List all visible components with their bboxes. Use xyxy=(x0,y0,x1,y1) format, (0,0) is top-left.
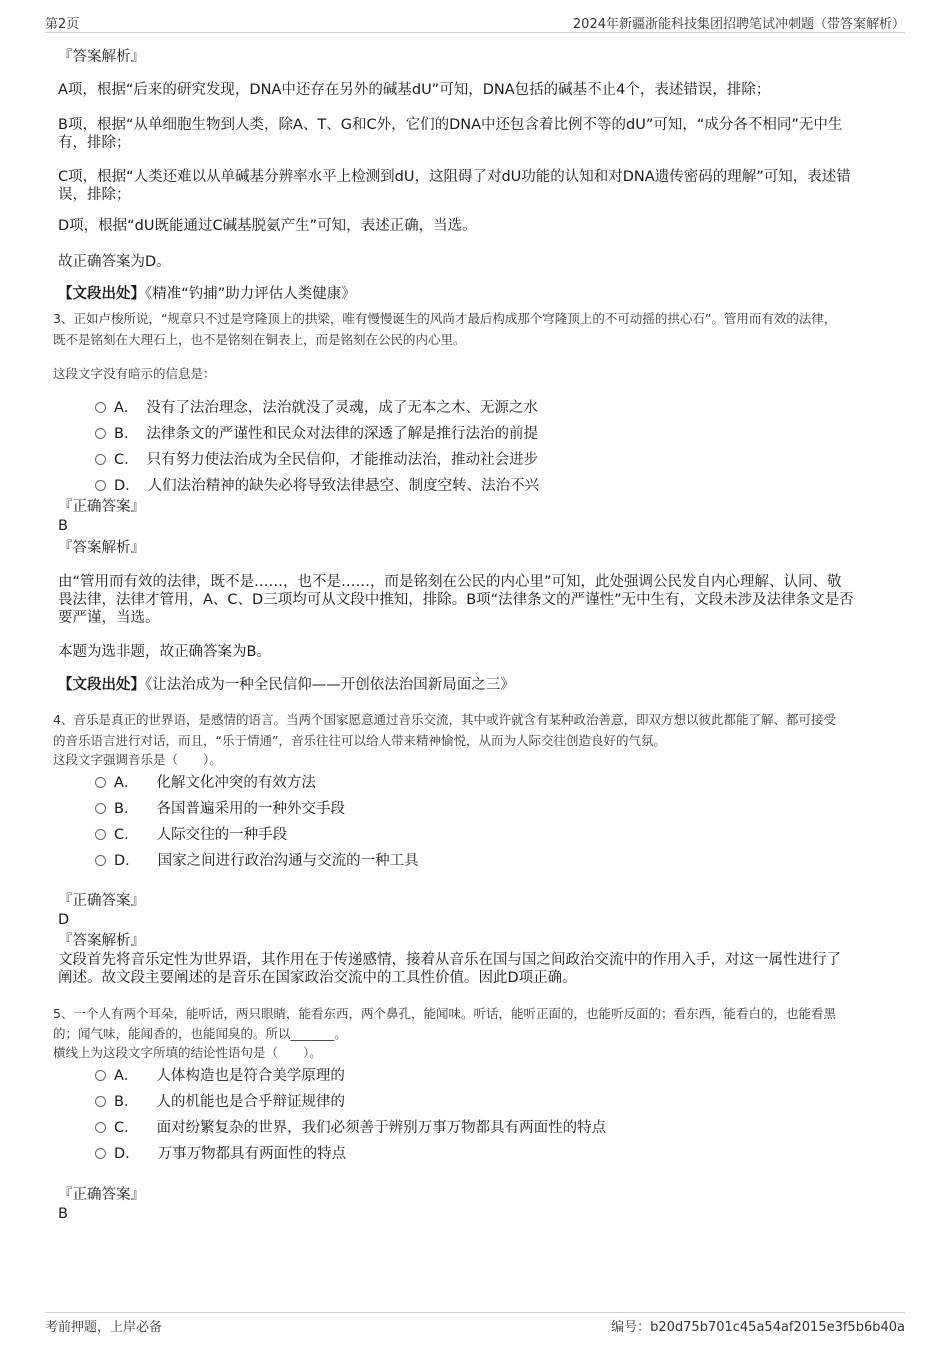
q3-analysis-label: 『答案解析』 xyxy=(58,540,145,556)
q5-option-c[interactable]: C． 面对纷繁复杂的世界，我们必须善于辨别万事万物都具有两面性的特点 xyxy=(95,1118,606,1138)
q4-stem-line1: 4、音乐是真正的世界语，是感情的语言。当两个国家愿意通过音乐交流，其中或许就含有某种政治善意，即双方想以彼此都能了解、都可接受 xyxy=(53,712,836,727)
q3-conclusion: 本题为选非题，故正确答案为B。 xyxy=(58,644,271,660)
q5-option-d[interactable]: D． 万事万物都具有两面性的特点 xyxy=(95,1144,346,1164)
q3-option-c[interactable]: C． 只有努力使法治成为全民信仰，才能推动法治，推动社会进步 xyxy=(95,450,538,470)
radio-icon[interactable] xyxy=(95,480,106,491)
q5-answer: B xyxy=(58,1206,68,1222)
q3-source-label: 【文段出处】 xyxy=(58,677,145,693)
q2-source-text: 《精准“钓捕”助力评估人类健康》 xyxy=(145,286,356,302)
radio-icon[interactable] xyxy=(95,777,106,788)
radio-icon[interactable] xyxy=(95,1096,106,1107)
radio-icon[interactable] xyxy=(95,1122,106,1133)
q5-answer-label: 『正确答案』 xyxy=(58,1187,145,1203)
q2-analysis-b-line2: 有，排除； xyxy=(58,135,131,151)
q3-option-d[interactable]: D． 人们法治精神的缺失必将导致法律悬空、制度空转、法治不兴 xyxy=(95,476,539,496)
q4-option-a[interactable]: A． 化解文化冲突的有效方法 xyxy=(95,773,316,793)
q3-analysis-line3: 要严谨，当选。 xyxy=(58,610,160,626)
q4-option-b[interactable]: B． 各国普遍采用的一种外交手段 xyxy=(95,799,345,819)
q2-analysis-c-line1: C项，根据“人类还难以从单碱基分辨率水平上检测到dU，这阻碍了对dU功能的认知和对DNA遗传密码的理解”可知，表述错 xyxy=(58,169,851,185)
q2-analysis-b-line1: B项，根据“从单细胞生物到人类，除A、T、G和C外，它们的DNA中还包含着比例不等的dU”可知，“成分各不相同”无中生 xyxy=(58,117,843,133)
q2-analysis-label: 『答案解析』 xyxy=(58,49,145,65)
radio-icon[interactable] xyxy=(95,1070,106,1081)
radio-icon[interactable] xyxy=(95,829,106,840)
q3-prompt: 这段文字没有暗示的信息是： xyxy=(53,366,216,381)
q4-answer: D xyxy=(58,912,70,928)
q3-source xyxy=(58,676,892,695)
q3-answer-label: 『正确答案』 xyxy=(58,499,145,515)
page-header xyxy=(45,8,905,33)
q5-option-a[interactable]: A． 人体构造也是符合美学原理的 xyxy=(95,1066,345,1086)
radio-icon[interactable] xyxy=(95,855,106,866)
radio-icon[interactable] xyxy=(95,454,106,465)
page-footer xyxy=(45,1312,905,1341)
q3-stem-line1: 3、正如卢梭所说，“规章只不过是穹隆顶上的拱梁，唯有慢慢诞生的风尚才最后构成那个穹隆顶上的不可动摇的拱心石”。管用而有效的法律， xyxy=(53,311,837,326)
q3-source-text: 《让法治成为一种全民信仰——开创依法治国新局面之三》 xyxy=(145,677,515,693)
q3-analysis-line2: 畏法律，法律才管用，A、C、D三项均可从文段中推知，排除。B项“法律条文的严谨性”无中生有，文段未涉及法律条文是否 xyxy=(58,592,854,608)
q2-analysis-d: D项，根据“dU既能通过C碱基脱氨产生”可知，表述正确，当选。 xyxy=(58,218,477,234)
code-value: b20d75b701c45a54af2015e3f5b6b40a xyxy=(650,1320,905,1335)
q2-analysis-a: A项，根据“后来的研究发现，DNA中还存在另外的碱基dU”可知，DNA包括的碱基不止4个，表述错误，排除； xyxy=(58,82,771,98)
q5-stem-line2: 的；闻气味，能闻香的，也能闻臭的。所以_______。 xyxy=(53,1026,347,1041)
q3-analysis-line1: 由“管用而有效的法律，既不是……，也不是……，而是铭刻在公民的内心里”可知，此处强调公民发自内心理解、认同、敬 xyxy=(58,574,842,590)
q4-stem-line3: 这段文字强调音乐是（ ）。 xyxy=(53,752,222,767)
q3-stem-line2: 既不是铭刻在大理石上，也不是铭刻在铜表上，而是铭刻在公民的内心里。 xyxy=(53,332,466,347)
code-label: 编号： xyxy=(611,1320,651,1335)
q5-option-b[interactable]: B． 人的机能也是合乎辩证规律的 xyxy=(95,1092,345,1112)
document-code xyxy=(611,1316,905,1335)
q4-answer-label: 『正确答案』 xyxy=(58,893,145,909)
q2-analysis-c-line2: 误，排除； xyxy=(58,187,131,203)
q4-analysis-line1: 文段首先将音乐定性为世界语，其作用在于传递感情，接着从音乐在国与国之间政治交流中的作用入手，对这一属性进行了 xyxy=(58,952,841,968)
q4-option-c[interactable]: C． 人际交往的一种手段 xyxy=(95,825,287,845)
radio-icon[interactable] xyxy=(95,1148,106,1159)
q3-option-a[interactable]: A． 没有了法治理念，法治就没了灵魂，成了无本之木、无源之水 xyxy=(95,398,538,418)
q3-answer: B xyxy=(58,518,68,534)
q4-stem-line2: 的音乐语言进行对话，而且，“乐于情通”，音乐往往可以给人带来精神愉悦，从而为人际交往创造良好的气氛。 xyxy=(53,733,666,748)
document-title: 2024年新疆浙能科技集团招聘笔试冲刺题（带答案解析） xyxy=(572,17,905,32)
q3-option-b[interactable]: B． 法律条文的严谨性和民众对法律的深透了解是推行法治的前提 xyxy=(95,424,538,444)
q2-source xyxy=(58,285,892,304)
q4-option-d[interactable]: D． 国家之间进行政治沟通与交流的一种工具 xyxy=(95,851,419,871)
q4-analysis-label: 『答案解析』 xyxy=(58,933,145,949)
radio-icon[interactable] xyxy=(95,428,106,439)
q5-stem-line3: 横线上为这段文字所填的结论性语句是（ ）。 xyxy=(53,1045,322,1060)
radio-icon[interactable] xyxy=(95,402,106,413)
q2-conclusion: 故正确答案为D。 xyxy=(58,254,171,270)
radio-icon[interactable] xyxy=(95,803,106,814)
footer-slogan: 考前押题，上岸必备 xyxy=(45,1320,163,1335)
q4-analysis-line2: 阐述。故文段主要阐述的是音乐在国家政治交流中的工具性价值。因此D项正确。 xyxy=(58,970,577,986)
q2-source-label: 【文段出处】 xyxy=(58,286,145,302)
q5-stem-line1: 5、一个人有两个耳朵，能听话，两只眼睛，能看东西，两个鼻孔，能闻味。听话，能听正面的，也能听反面的；看东西，能看白的，也能看黑 xyxy=(53,1006,836,1021)
page-number: 第2页 xyxy=(45,17,80,32)
